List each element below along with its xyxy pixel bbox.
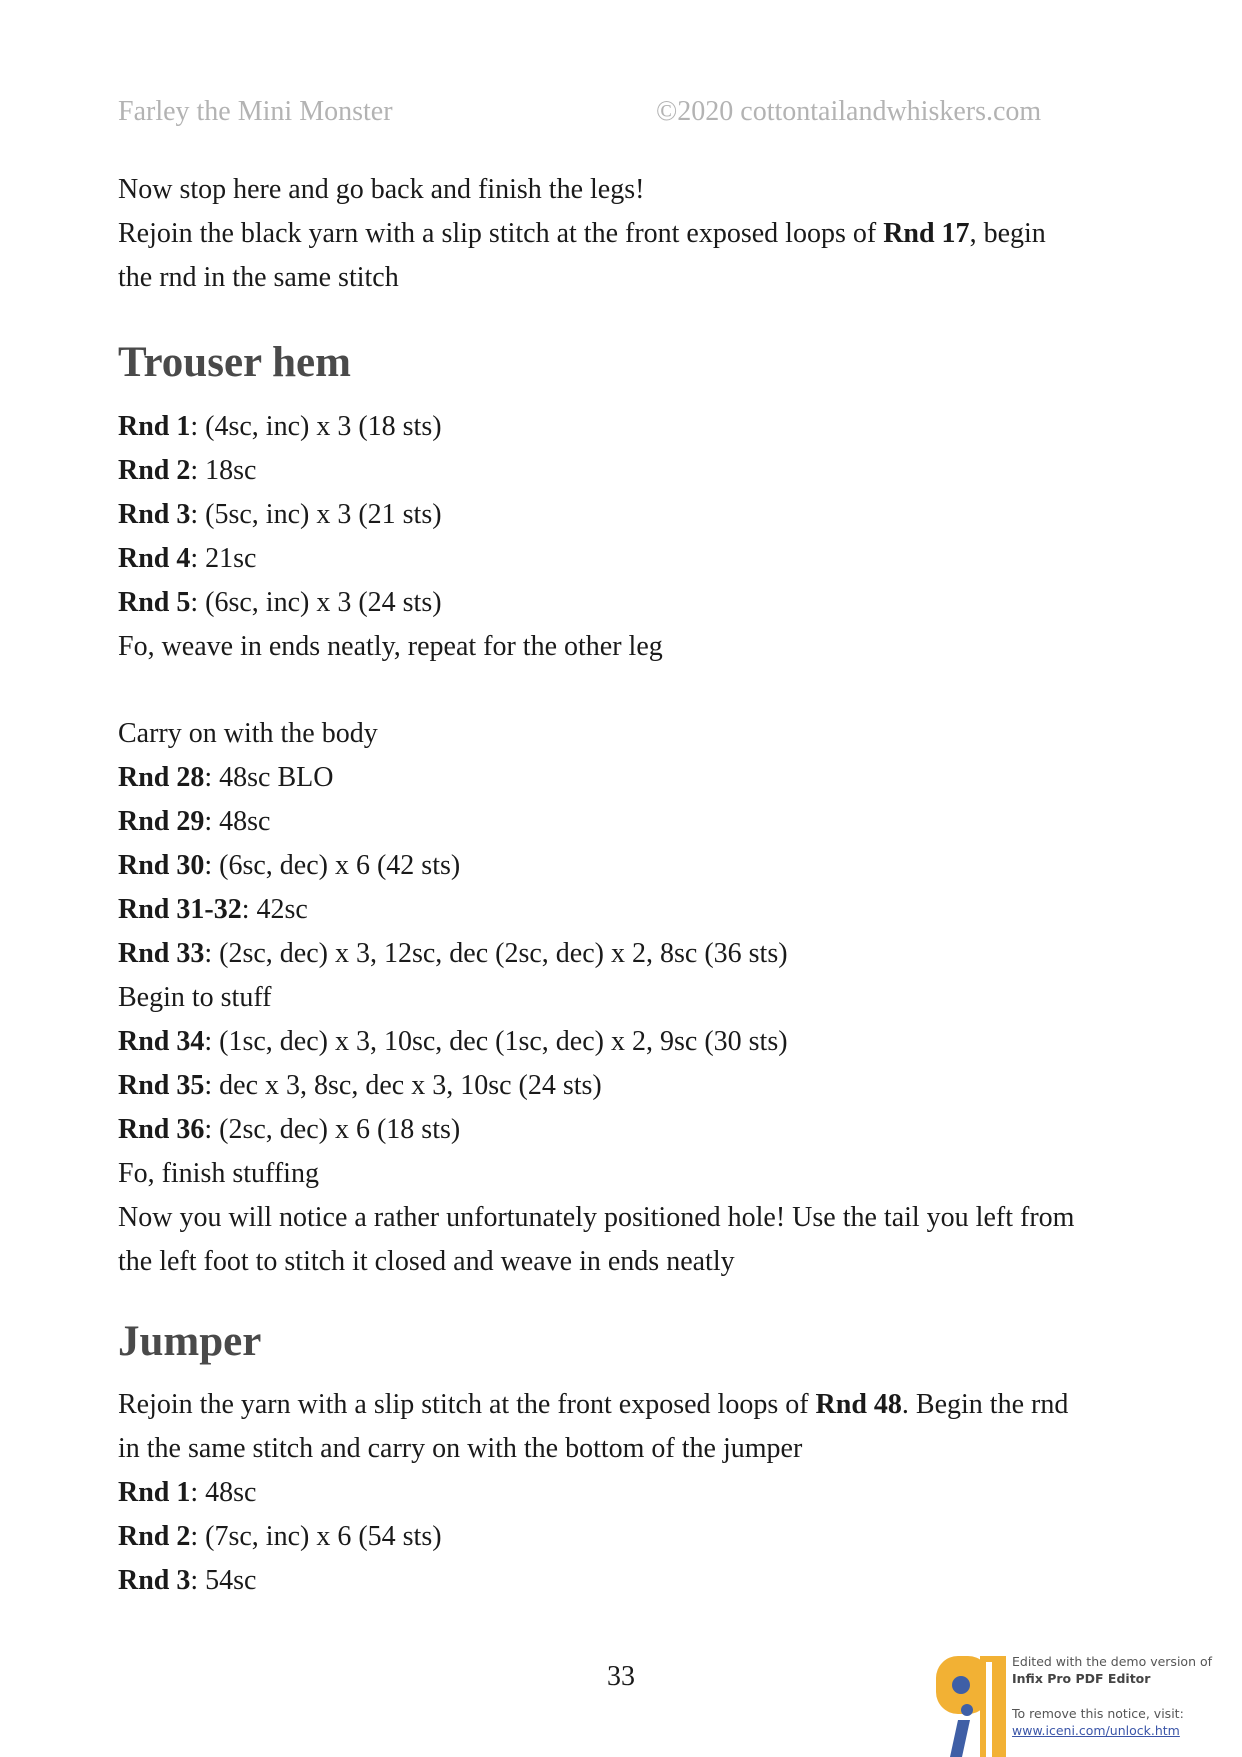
round-label: Rnd 33: [118, 938, 205, 969]
line-text: Fo, weave in ends neatly, repeat for the other leg: [118, 631, 663, 662]
round-label: Rnd 2: [118, 455, 191, 486]
round-label: Rnd 34: [118, 1026, 205, 1057]
body-line: [118, 756, 1138, 800]
line-text: Begin to stuff: [118, 982, 272, 1013]
jumper-line: [118, 1383, 1138, 1427]
round-label: Rnd 48: [815, 1389, 902, 1420]
round-instruction: : dec x 3, 8sc, dec x 3, 10sc (24 sts): [204, 1070, 602, 1101]
body-line: [118, 1064, 1138, 1108]
round-instruction: : 48sc BLO: [204, 762, 334, 793]
jumper-line: [118, 1515, 1138, 1559]
body-line: [118, 976, 1138, 1020]
jumper-line: [118, 1471, 1138, 1515]
round-instruction: : (2sc, dec) x 6 (18 sts): [204, 1114, 461, 1145]
jumper-heading: Jumper: [118, 1318, 262, 1365]
round-label: Rnd 3: [118, 1565, 191, 1596]
body-line: [118, 932, 1138, 976]
round-instruction: . Begin the rnd: [901, 1389, 1069, 1420]
watermark-notice: Edited with the demo version of: [1012, 1654, 1213, 1669]
body-line: [118, 888, 1138, 932]
body-line: [118, 844, 1138, 888]
body-line: [118, 800, 1138, 844]
round-instruction: : (2sc, dec) x 3, 12sc, dec (2sc, dec) x 2, 8sc (36 sts): [204, 938, 788, 969]
jumper-line: [118, 1559, 1138, 1603]
round-instruction: : (6sc, inc) x 3 (24 sts): [190, 587, 442, 618]
round-label: Rnd 28: [118, 762, 205, 793]
line-text: Now you will notice a rather unfortunately positioned hole! Use the tail you left from: [118, 1202, 1075, 1233]
jumper-line: [118, 1427, 1138, 1471]
body-rounds: [118, 712, 1138, 1284]
round-instruction: : (5sc, inc) x 3 (21 sts): [190, 499, 442, 530]
round-label: Rnd 3: [118, 499, 191, 530]
round-instruction: : 21sc: [190, 543, 257, 574]
round-instruction: : 18sc: [190, 455, 257, 486]
trouser-hem-section: [118, 333, 1138, 393]
running-header-copyright: ©2020 cottontailandwhiskers.com: [656, 96, 1042, 127]
round-instruction: : (1sc, dec) x 3, 10sc, dec (1sc, dec) x 2, 9sc (30 sts): [204, 1026, 788, 1057]
trouser-hem-rounds: [118, 405, 1138, 669]
intro-paragraph: [118, 168, 1138, 300]
watermark-unlock-link[interactable]: www.iceni.com/unlock.htm: [1012, 1723, 1180, 1738]
round-instruction: : (4sc, inc) x 3 (18 sts): [190, 411, 442, 442]
round-instruction: : 48sc: [204, 806, 271, 837]
round-label: Rnd 31-32: [118, 894, 242, 925]
round-instruction: : (6sc, dec) x 6 (42 sts): [204, 850, 461, 881]
body-line: [118, 1196, 1138, 1240]
round-instruction: : 54sc: [190, 1565, 257, 1596]
jumper-rounds: [118, 1383, 1138, 1603]
round-instruction: , begin: [969, 218, 1046, 249]
round-label: Rnd 1: [118, 1477, 191, 1508]
line-text: in the same stitch and carry on with the bottom of the jumper: [118, 1433, 803, 1464]
trouser-hem-line: [118, 581, 1138, 625]
round-label: Rnd 36: [118, 1114, 205, 1145]
page-number: 33: [607, 1661, 635, 1692]
body-line: [118, 1152, 1138, 1196]
trouser-hem-line: [118, 449, 1138, 493]
trouser-hem-heading: Trouser hem: [118, 339, 351, 386]
watermark-product: Infix Pro PDF Editor: [1012, 1671, 1151, 1686]
round-label: Rnd 4: [118, 543, 191, 574]
intro-line: [118, 256, 1138, 300]
round-label: Rnd 30: [118, 850, 205, 881]
infix-logo-icon: [928, 1654, 1008, 1757]
line-text: Rejoin the black yarn with a slip stitch at the front exposed loops of: [118, 218, 884, 249]
round-label: Rnd 29: [118, 806, 205, 837]
body-line: [118, 1020, 1138, 1064]
watermark-remove-note: To remove this notice, visit:: [1012, 1706, 1184, 1721]
round-label: Rnd 35: [118, 1070, 205, 1101]
round-instruction: : 42sc: [241, 894, 308, 925]
round-label: Rnd 17: [883, 218, 970, 249]
body-line: [118, 1240, 1138, 1284]
trouser-hem-line: [118, 493, 1138, 537]
line-text: the rnd in the same stitch: [118, 262, 399, 293]
running-header-title: Farley the Mini Monster: [118, 96, 393, 127]
intro-line: [118, 212, 1138, 256]
body-line: [118, 1108, 1138, 1152]
trouser-hem-line: [118, 625, 1138, 669]
infix-watermark: [928, 1650, 1228, 1757]
trouser-hem-line: [118, 405, 1138, 449]
intro-line: [118, 168, 1138, 212]
line-text: Now stop here and go back and finish the legs!: [118, 174, 645, 205]
round-label: Rnd 1: [118, 411, 191, 442]
body-line: [118, 712, 1138, 756]
round-label: Rnd 5: [118, 587, 191, 618]
line-text: Carry on with the body: [118, 718, 378, 749]
line-text: Fo, finish stuffing: [118, 1158, 319, 1189]
round-label: Rnd 2: [118, 1521, 191, 1552]
line-text: Rejoin the yarn with a slip stitch at the front exposed loops of: [118, 1389, 816, 1420]
round-instruction: : (7sc, inc) x 6 (54 sts): [190, 1521, 442, 1552]
round-instruction: : 48sc: [190, 1477, 257, 1508]
line-text: the left foot to stitch it closed and weave in ends neatly: [118, 1246, 735, 1277]
trouser-hem-line: [118, 537, 1138, 581]
jumper-section: [118, 1312, 1138, 1372]
